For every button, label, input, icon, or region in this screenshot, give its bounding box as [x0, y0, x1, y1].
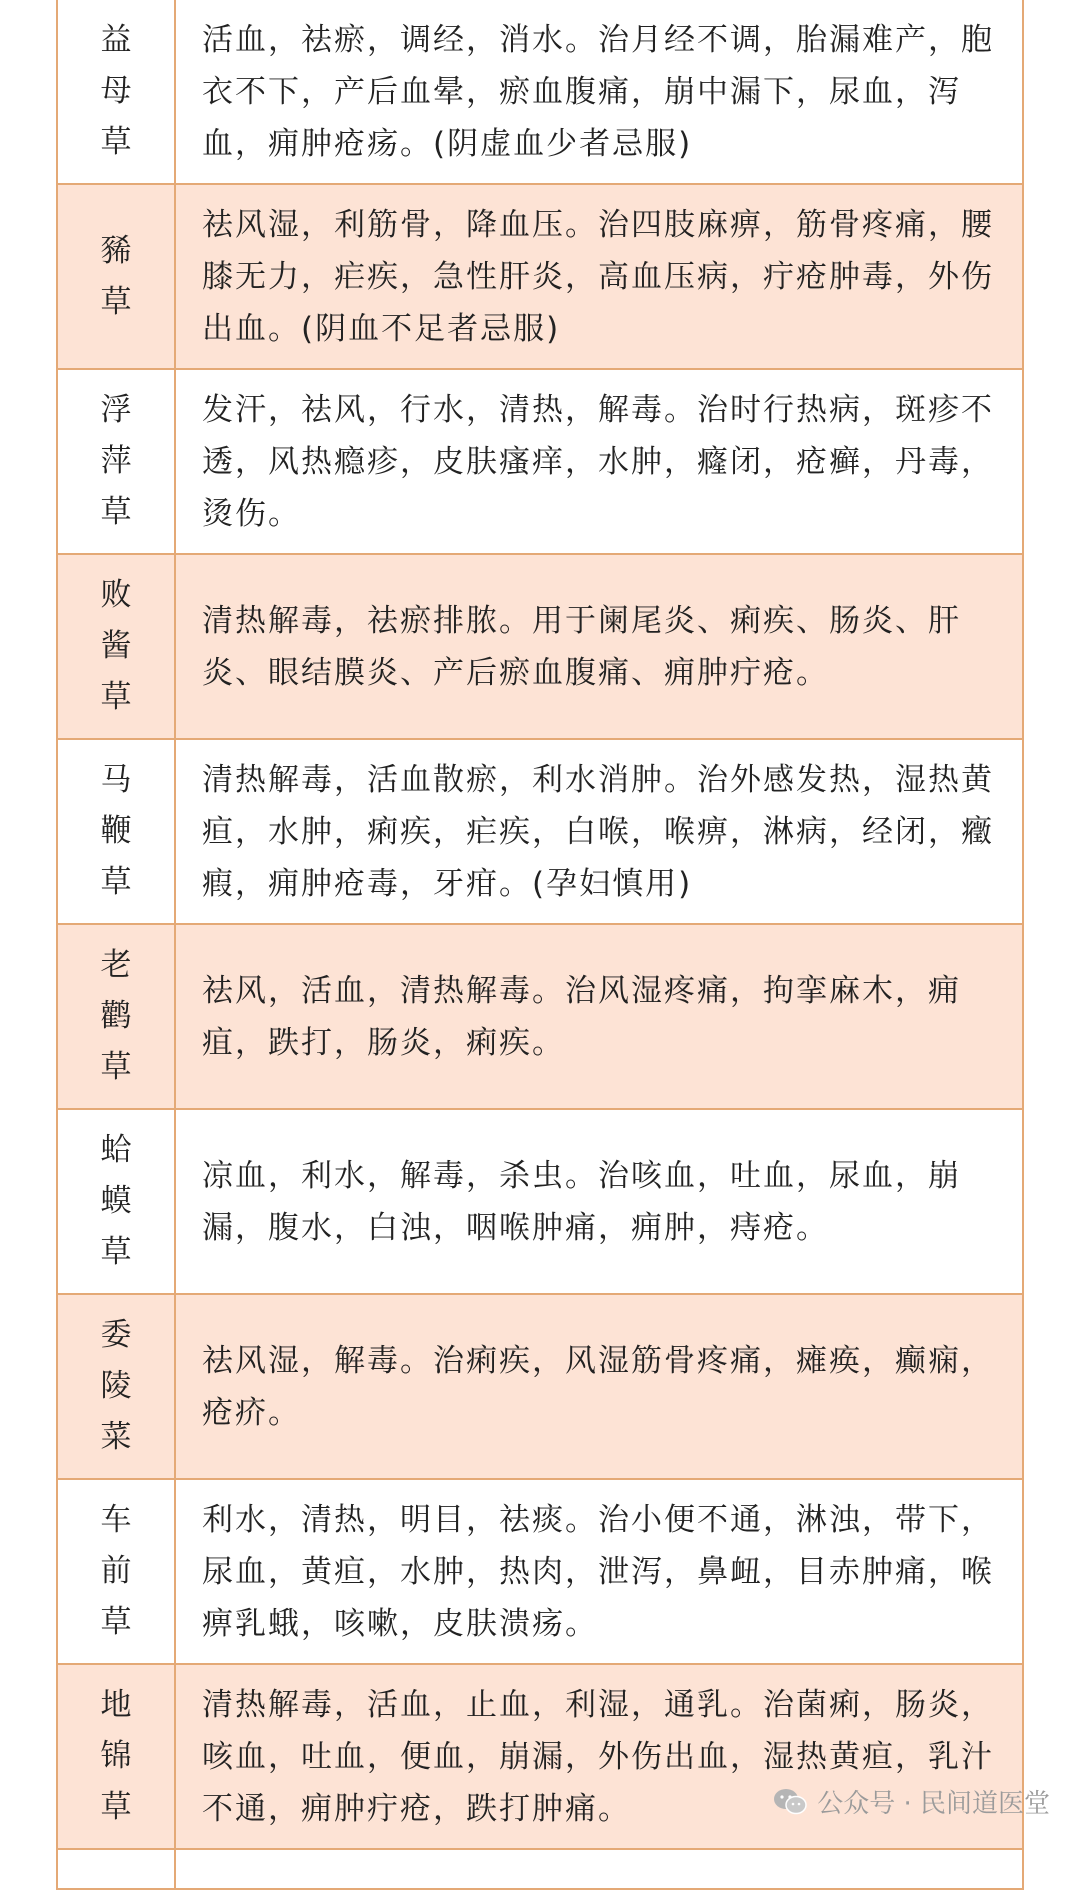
herb-name: [58, 1665, 176, 1848]
herb-name-char: 豨: [100, 232, 132, 269]
herb-name-char: 草: [100, 864, 132, 900]
herb-name-char: 老: [100, 947, 132, 983]
herb-name: [58, 1850, 176, 1888]
herb-name-char: 草: [100, 1604, 132, 1640]
herb-name-char: 陵: [100, 1368, 132, 1404]
table-row: [58, 740, 1022, 925]
table-row: [58, 1110, 1022, 1295]
herb-description: 祛风，活血，清热解毒。治风湿疼痛，拘挛麻木，痈疽，跌打，肠炎，痢疾。: [202, 972, 961, 1061]
herb-name-char: 蟆: [100, 1183, 132, 1219]
table-row-partial: [58, 1850, 1022, 1890]
herb-name: [58, 185, 176, 368]
herb-name-char: 草: [100, 283, 132, 320]
herb-name-char: 母: [100, 73, 132, 109]
herb-name-char: 萍: [100, 443, 132, 479]
table-row: [58, 925, 1022, 1110]
herb-name: [58, 1110, 176, 1293]
herb-name-char: 委: [100, 1317, 132, 1353]
herb-description: 清热解毒，活血散瘀，利水消肿。治外感发热，湿热黄疸，水肿，痢疾，疟疾，白喉，喉痹，淋病，经闭，癥瘕，痈肿疮毒，牙疳。(孕妇慎用): [202, 761, 994, 902]
herb-name-char: 草: [100, 124, 132, 160]
herb-name-char: 草: [100, 1789, 132, 1825]
watermark: [773, 1783, 1050, 1820]
herb-description: 利水，清热，明目，祛痰。治小便不通，淋浊，带下，尿血，黄疸，水肿，热肉，泄泻，鼻衄，目赤肿痛，喉痹乳蛾，咳嗽，皮肤溃疡。: [202, 1501, 994, 1642]
herb-name: [58, 0, 176, 183]
herb-name-char: 益: [100, 22, 132, 58]
watermark-text: 公众号 · 民间道医堂: [817, 1789, 1050, 1819]
herb-description: 清热解毒，活血，止血，利湿，通乳。治菌痢，肠炎，咳血，吐血，便血，崩漏，外伤出血，湿热黄疸，乳汁不通，痈肿疔疮，跌打肿痛。: [202, 1686, 994, 1827]
herb-name: [58, 740, 176, 923]
herb-description: 发汗，祛风，行水，清热，解毒。治时行热病，斑疹不透，风热瘾疹，皮肤瘙痒，水肿，癃闭，疮癣，丹毒，烫伤。: [202, 391, 994, 532]
herb-name: [58, 555, 176, 738]
table-row: [58, 185, 1022, 370]
herb-description: 祛风湿，利筋骨，降血压。治四肢麻痹，筋骨疼痛，腰膝无力，疟疾，急性肝炎，高血压病，疔疮肿毒，外伤出血。(阴血不足者忌服): [202, 206, 994, 347]
table-row: [58, 0, 1022, 185]
table-row: [58, 1295, 1022, 1480]
table-row: [58, 1665, 1022, 1850]
herb-description: 活血，祛瘀，调经，消水。治月经不调，胎漏难产，胞衣不下，产后血晕，瘀血腹痛，崩中漏下，尿血，泻血，痈肿疮疡。(阴虚血少者忌服): [202, 21, 994, 162]
herb-description: 祛风湿，解毒。治痢疾，风湿筋骨疼痛，瘫痪，癫痫，疮疥。: [202, 1342, 994, 1431]
table-row: [58, 370, 1022, 555]
herb-name: [58, 925, 176, 1108]
herb-name-char: 菜: [100, 1419, 132, 1455]
herb-name-char: 马: [100, 762, 132, 798]
herb-name-char: 鞭: [100, 813, 132, 849]
herb-name-char: 败: [100, 577, 132, 613]
herb-name-char: 酱: [100, 628, 132, 664]
herb-name-char: 草: [100, 1049, 132, 1085]
herb-name: [58, 1295, 176, 1478]
table-row: [58, 555, 1022, 740]
herb-name-char: 地: [100, 1687, 132, 1723]
wechat-icon: [773, 1787, 807, 1817]
herb-name-char: 浮: [100, 392, 132, 428]
herb-name-char: 车: [100, 1502, 132, 1538]
herb-name-char: 草: [100, 679, 132, 715]
herb-name-char: 前: [100, 1553, 132, 1589]
herb-name-char: 草: [100, 494, 132, 530]
herb-description: 凉血，利水，解毒，杀虫。治咳血，吐血，尿血，崩漏，腹水，白浊，咽喉肿痛，痈肿，痔疮。: [202, 1157, 961, 1246]
herb-description: 清热解毒，祛瘀排脓。用于阑尾炎、痢疾、肠炎、肝炎、眼结膜炎、产后瘀血腹痛、痈肿疔疮。: [202, 602, 961, 691]
herb-name-char: 鹳: [100, 998, 132, 1034]
herb-name: [58, 1480, 176, 1663]
table-row: [58, 1480, 1022, 1665]
herb-name-char: 蛤: [100, 1132, 132, 1168]
herb-name: [58, 370, 176, 553]
herb-table: [56, 0, 1024, 1890]
herb-name-char: 草: [100, 1234, 132, 1270]
herb-name-char: 锦: [100, 1738, 132, 1774]
